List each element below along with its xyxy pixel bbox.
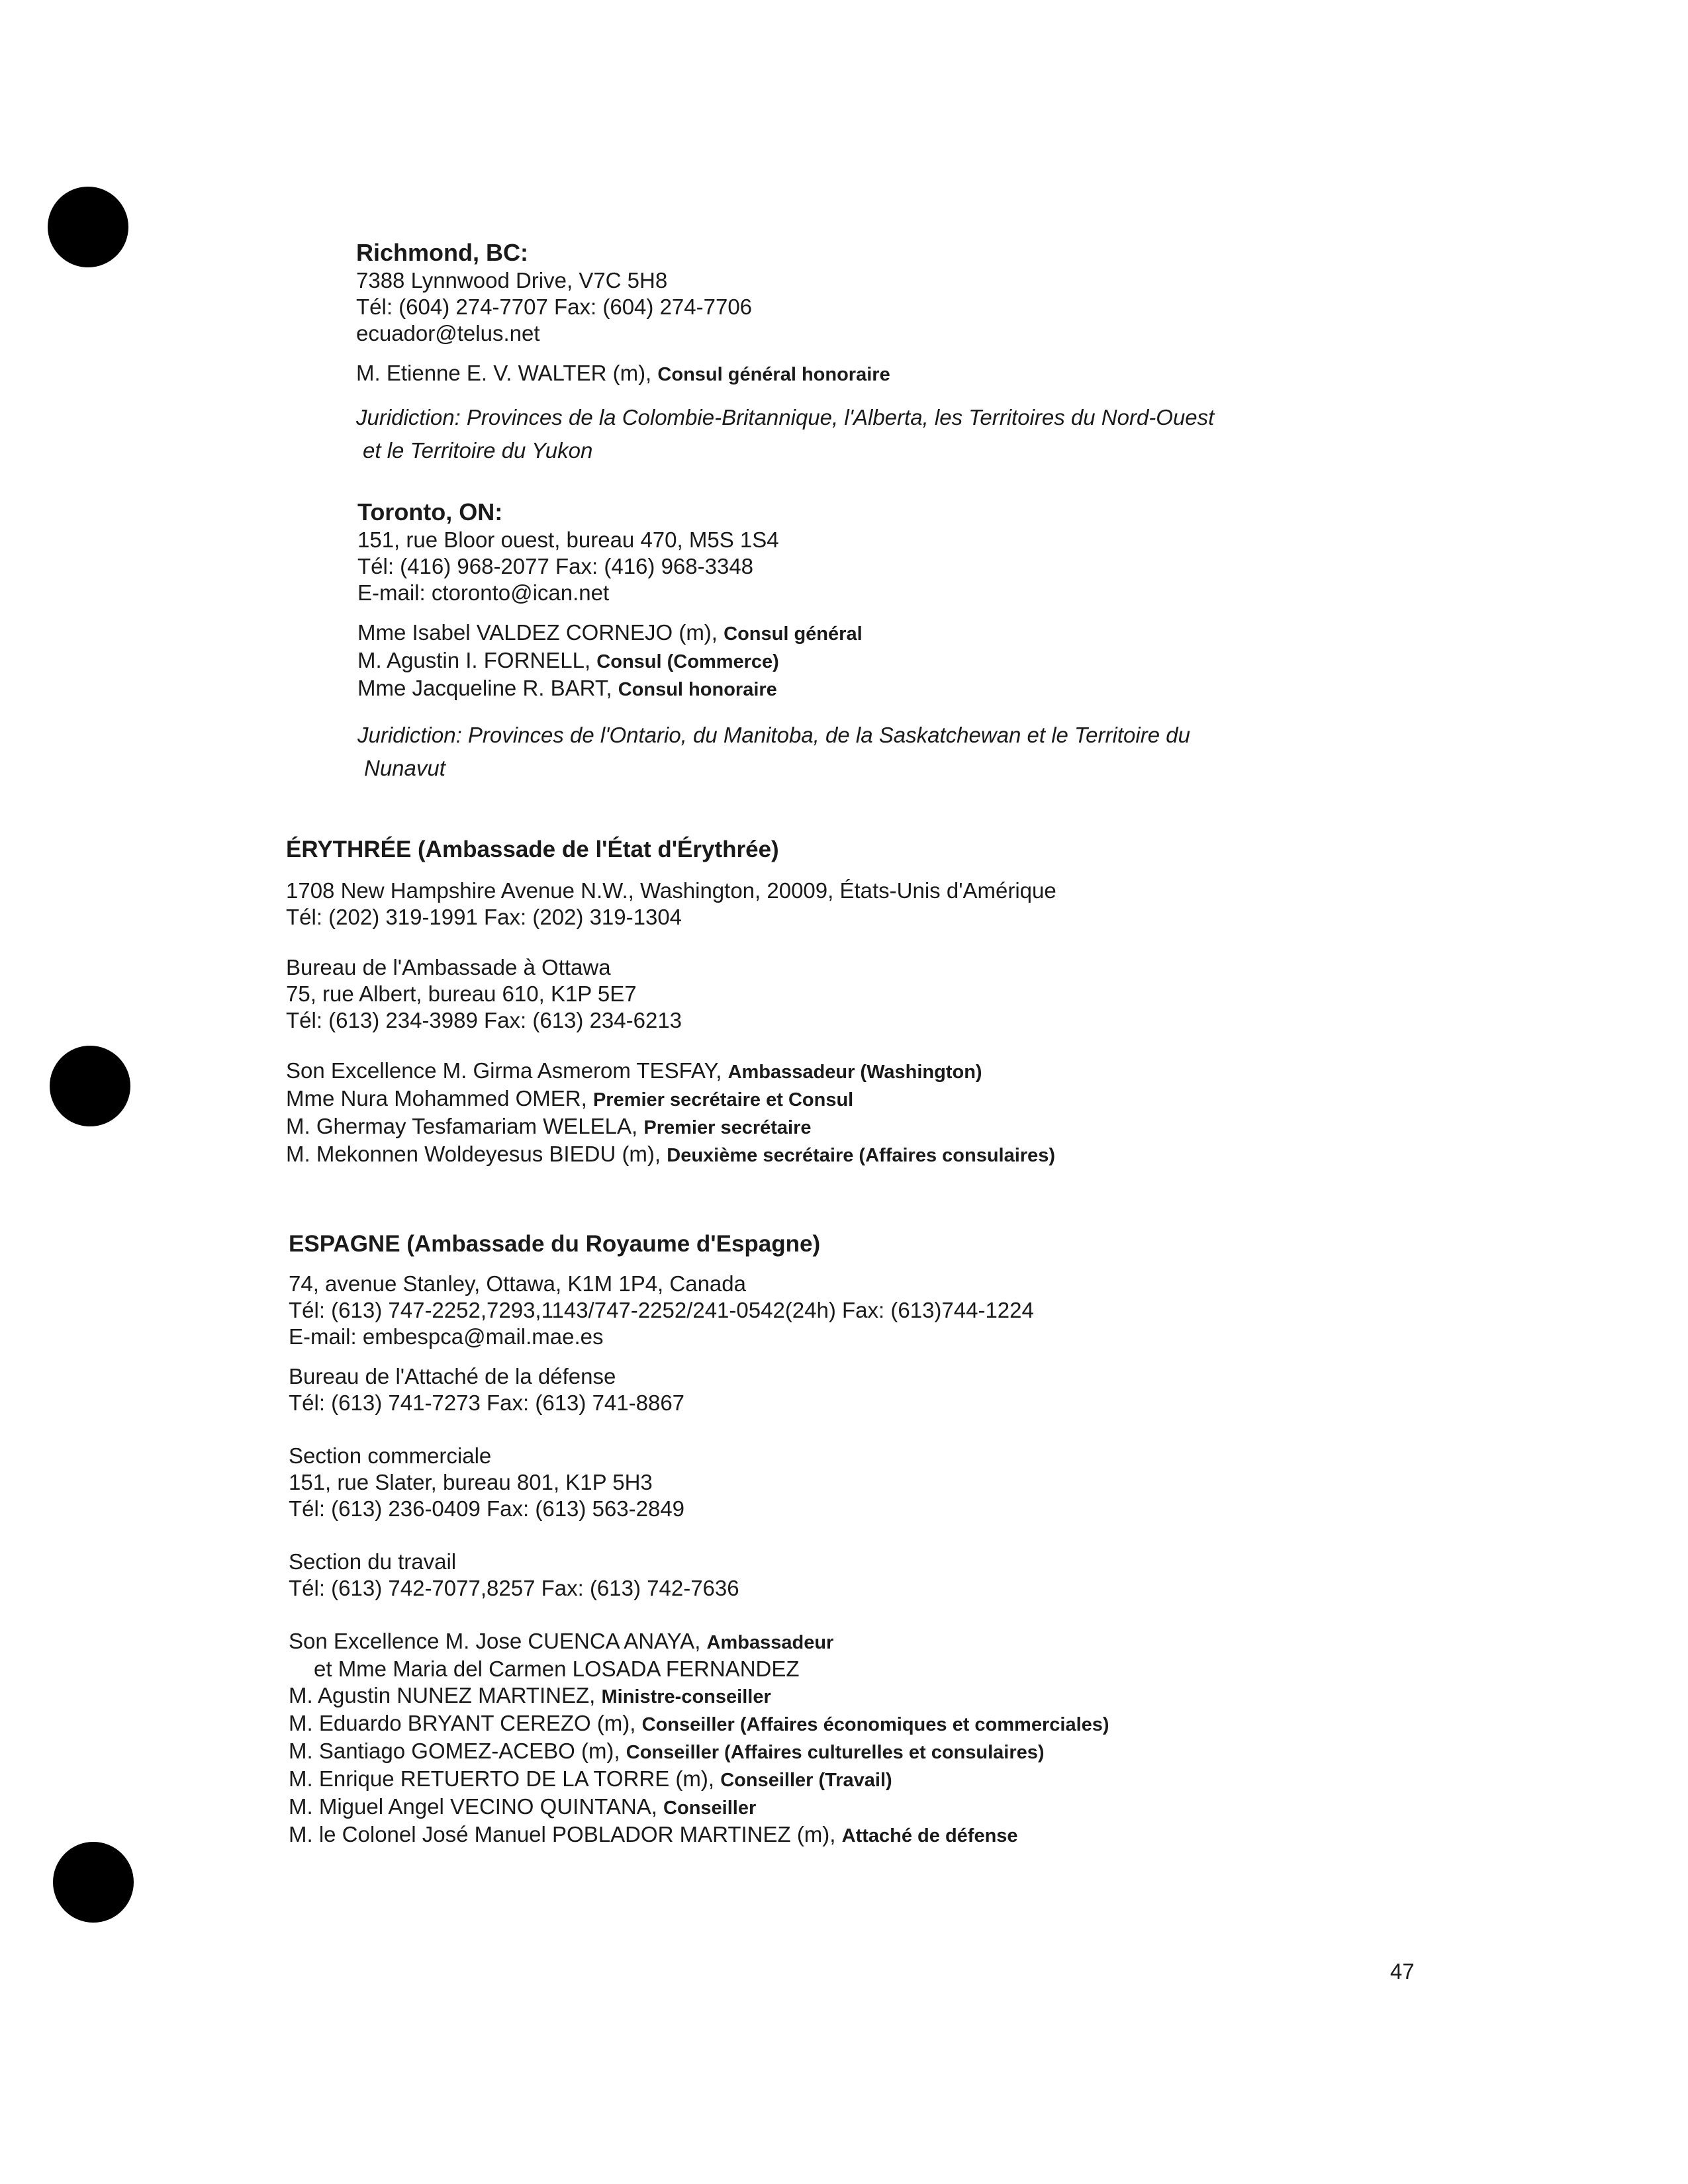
richmond-phone: Tél: (604) 274-7707 Fax: (604) 274-7706 <box>356 295 753 319</box>
staff-line <box>357 647 1190 675</box>
richmond-email: ecuador@telus.net <box>356 321 540 345</box>
staff-line <box>286 1113 1056 1141</box>
staff-role: Deuxième secrétaire (Affaires consulaires) <box>667 1145 1055 1166</box>
staff-name: M. Enrique RETUERTO DE LA TORRE (m), <box>289 1766 721 1791</box>
richmond-heading: Richmond, BC: <box>356 239 528 266</box>
eritrea-phone: Tél: (202) 319-1991 Fax: (202) 319-1304 <box>286 905 682 929</box>
staff-line <box>286 1141 1056 1169</box>
jurisdiction-line: Juridiction: Provinces de la Colombie-Britannique, l'Alberta, les Territoires du Nord-Ouest <box>356 405 1215 430</box>
toronto-email: E-mail: ctoronto@ican.net <box>357 580 610 605</box>
staff-role: Conseiller (Affaires culturelles et consulaires) <box>626 1742 1045 1763</box>
richmond-section <box>356 238 1214 467</box>
staff-line <box>356 360 1214 388</box>
staff-line <box>289 1682 1109 1710</box>
staff-role: Conseiller (Travail) <box>720 1770 892 1791</box>
staff-name: M. Santiago GOMEZ-ACEBO (m), <box>289 1739 626 1763</box>
staff-name: M. Agustin NUNEZ MARTINEZ, <box>289 1683 602 1707</box>
spain-title: ESPAGNE (Ambassade du Royaume d'Espagne) <box>289 1231 821 1257</box>
staff-name: M. Eduardo BRYANT CEREZO (m), <box>289 1711 642 1735</box>
staff-name: M. Agustin I. FORNELL, <box>357 648 597 672</box>
spain-email: E-mail: embespca@mail.mae.es <box>289 1324 604 1349</box>
eritrea-office-address: 75, rue Albert, bureau 610, K1P 5E7 <box>286 981 637 1006</box>
staff-line <box>289 1738 1109 1766</box>
staff-line <box>286 1085 1056 1113</box>
staff-name: Son Excellence M. Girma Asmerom TESFAY, <box>286 1058 728 1083</box>
eritrea-office-title: Bureau de l'Ambassade à Ottawa <box>286 955 611 979</box>
staff-role: Consul (Commerce) <box>596 651 779 672</box>
richmond-jurisdiction <box>356 401 1214 467</box>
staff-name: M. le Colonel José Manuel POBLADOR MARTINEZ (m), <box>289 1822 842 1846</box>
eritrea-title: ÉRYTHRÉE (Ambassade de l'État d'Érythrée) <box>286 837 779 862</box>
spain-commercial-phone: Tél: (613) 236-0409 Fax: (613) 563-2849 <box>289 1496 685 1521</box>
richmond-address: 7388 Lynnwood Drive, V7C 5H8 <box>356 268 668 293</box>
staff-line <box>286 1058 1056 1085</box>
staff-line <box>289 1821 1109 1849</box>
spain-address: 74, avenue Stanley, Ottawa, K1M 1P4, Canada <box>289 1271 746 1296</box>
staff-name: M. Miguel Angel VECINO QUINTANA, <box>289 1794 664 1819</box>
jurisdiction-line: Juridiction: Provinces de l'Ontario, du Manitoba, de la Saskatchewan et le Territoire du <box>357 723 1190 747</box>
spain-labour-title: Section du travail <box>289 1549 457 1574</box>
staff-role: Ambassadeur <box>706 1632 834 1653</box>
staff-name: M. Etienne E. V. WALTER (m), <box>356 361 658 385</box>
eritrea-address: 1708 New Hampshire Avenue N.W., Washington, 20009, États-Unis d'Amérique <box>286 878 1056 903</box>
spouse-line: et Mme Maria del Carmen LOSADA FERNANDEZ <box>314 1657 800 1681</box>
staff-line <box>289 1710 1109 1738</box>
page-number: 47 <box>1390 1959 1415 1983</box>
toronto-address: 151, rue Bloor ouest, bureau 470, M5S 1S4 <box>357 527 779 552</box>
staff-name: Mme Jacqueline R. BART, <box>357 676 618 700</box>
staff-role: Attaché de défense <box>841 1825 1018 1846</box>
staff-role: Premier secrétaire <box>643 1117 812 1138</box>
spain-commercial-title: Section commerciale <box>289 1443 492 1468</box>
staff-name: Son Excellence M. Jose CUENCA ANAYA, <box>289 1629 707 1653</box>
spain-phone: Tél: (613) 747-2252,7293,1143/747-2252/241-0542(24h) Fax: (613)744-1224 <box>289 1298 1034 1322</box>
staff-role: Ministre-conseiller <box>601 1686 771 1707</box>
staff-line <box>289 1766 1109 1794</box>
staff-line <box>289 1628 1109 1656</box>
punch-hole-bottom <box>53 1842 134 1923</box>
staff-name: Mme Nura Mohammed OMER, <box>286 1086 593 1111</box>
staff-role: Consul général honoraire <box>657 364 890 385</box>
staff-role: Conseiller (Affaires économiques et commerciales) <box>641 1714 1109 1735</box>
toronto-section <box>357 498 1190 785</box>
staff-line <box>357 675 1190 703</box>
staff-role: Conseiller <box>663 1797 757 1819</box>
toronto-jurisdiction <box>357 719 1190 785</box>
spain-defense-title: Bureau de l'Attaché de la défense <box>289 1364 616 1388</box>
staff-role: Consul général <box>724 623 863 645</box>
toronto-heading: Toronto, ON: <box>357 498 503 525</box>
staff-role: Consul honoraire <box>618 679 777 700</box>
spain-commercial-address: 151, rue Slater, bureau 801, K1P 5H3 <box>289 1470 653 1494</box>
jurisdiction-line: et le Territoire du Yukon <box>363 438 593 463</box>
toronto-phone: Tél: (416) 968-2077 Fax: (416) 968-3348 <box>357 554 754 578</box>
spain-section <box>289 1230 1109 1849</box>
staff-role: Premier secrétaire et Consul <box>592 1089 854 1111</box>
staff-role: Ambassadeur (Washington) <box>727 1062 982 1083</box>
staff-name: M. Ghermay Tesfamariam WELELA, <box>286 1114 644 1138</box>
staff-name: M. Mekonnen Woldeyesus BIEDU (m), <box>286 1142 667 1166</box>
eritrea-section <box>286 835 1056 1169</box>
jurisdiction-line: Nunavut <box>364 756 445 780</box>
staff-line <box>357 619 1190 647</box>
staff-name: Mme Isabel VALDEZ CORNEJO (m), <box>357 620 724 645</box>
spain-defense-phone: Tél: (613) 741-7273 Fax: (613) 741-8867 <box>289 1390 685 1415</box>
eritrea-office-phone: Tél: (613) 234-3989 Fax: (613) 234-6213 <box>286 1008 682 1032</box>
spain-labour-phone: Tél: (613) 742-7077,8257 Fax: (613) 742-7636 <box>289 1576 739 1600</box>
staff-line <box>289 1794 1109 1821</box>
punch-hole-middle <box>50 1046 130 1126</box>
punch-hole-top <box>48 187 128 267</box>
